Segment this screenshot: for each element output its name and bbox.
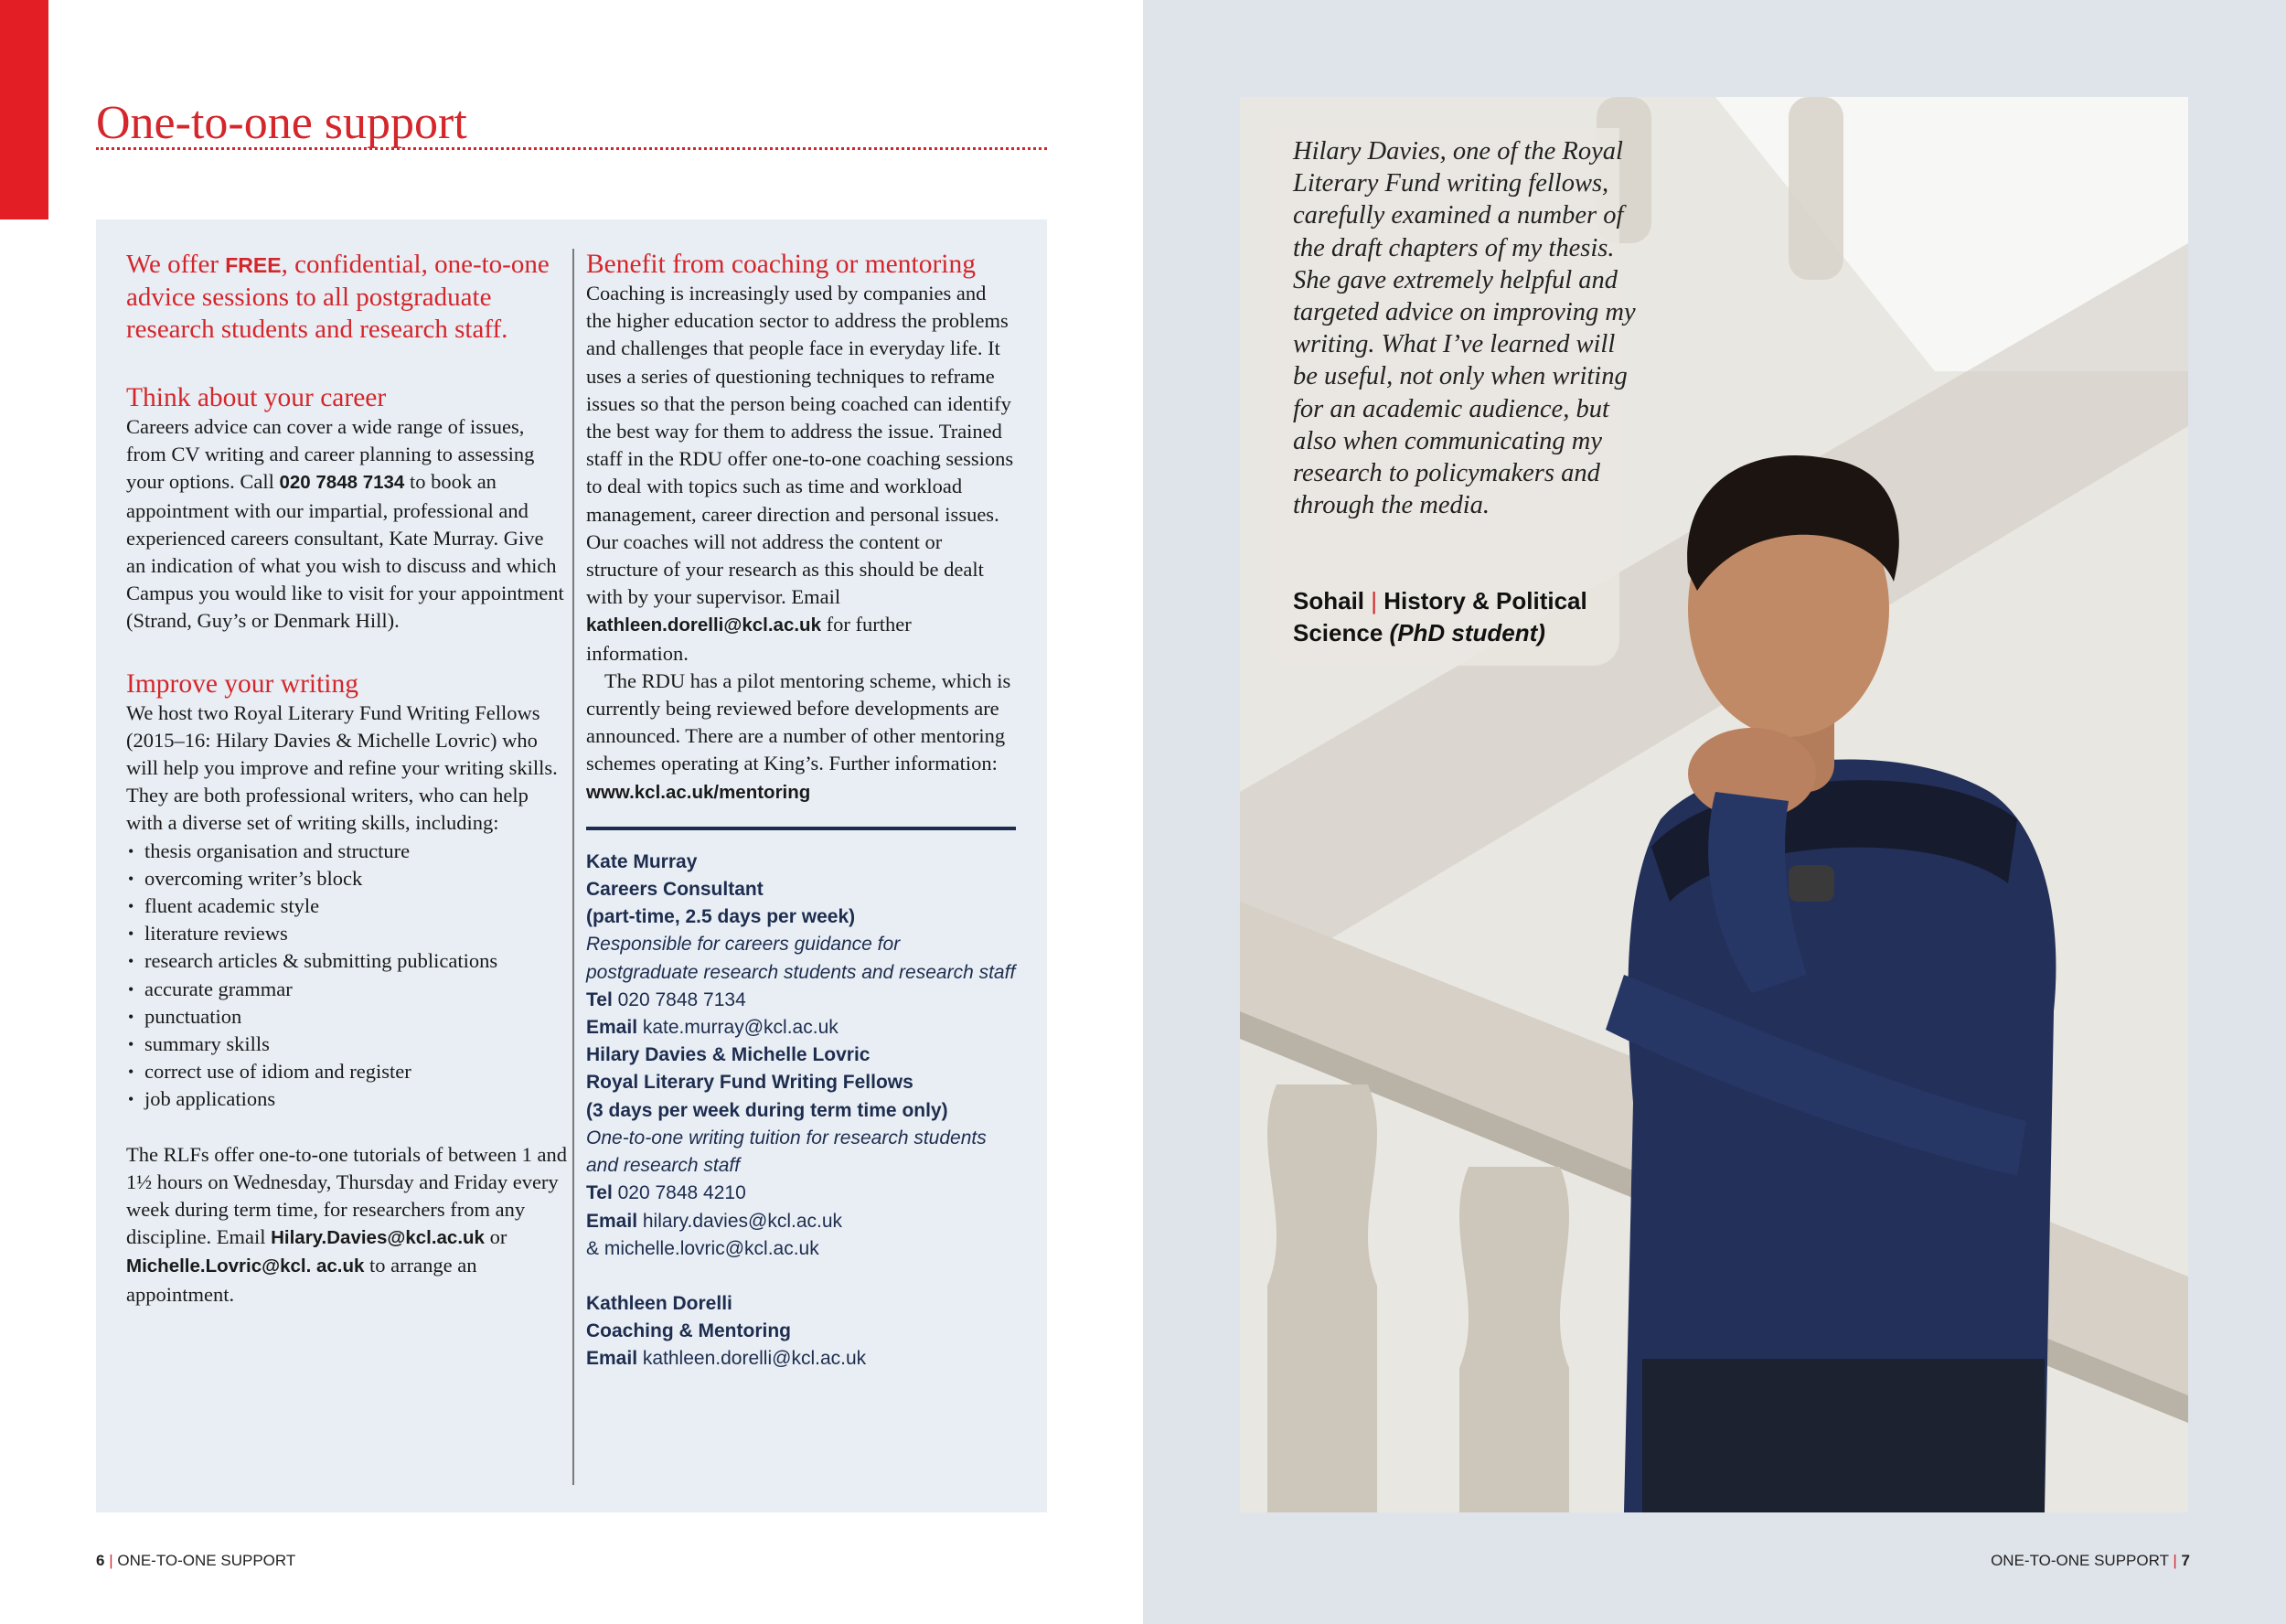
mentoring-text: The RDU has a pilot mentoring scheme, which is currently being reviewed before developments are announced. There are a number of other mentoring schemes operating at King’s. Further information: www.kcl.ac.uk/mentoring [586, 668, 1011, 803]
list-item: • overcoming writer’s block [126, 865, 567, 892]
career-heading: Think about your career [126, 383, 387, 412]
hilary-email[interactable]: hilary.davies@kcl.ac.uk [637, 1210, 843, 1232]
quote-subject: History & Political Science [1293, 587, 1587, 646]
career-text: Careers advice can cover a wide range of issues, from CV writing and career planning to assessing your options. Call 020 7848 7134 to book an appointment with our impartial, professional and experienced careers consultant, Kate Murray. Give an indication of what you wish to discuss and which Campus you would like to visit for your appointment (Strand, Guy’s or Denmark Hill). [126, 415, 564, 633]
free-emphasis: FREE [225, 253, 282, 277]
rlf-email-michelle[interactable]: Michelle.Lovric@kcl. ac.uk [126, 1255, 365, 1277]
left-column [126, 249, 567, 1309]
list-item: • research articles & submitting publications [126, 947, 567, 975]
contacts-rule [586, 827, 1016, 830]
career-phone[interactable]: 020 7848 7134 [279, 472, 405, 494]
page-title: One-to-one support [96, 97, 467, 149]
kate-email[interactable]: kate.murray@kcl.ac.uk [637, 1017, 839, 1039]
page-number-left: 6 [96, 1552, 105, 1569]
writing-heading: Improve your writing [126, 668, 358, 699]
list-item: • literature reviews [126, 920, 567, 947]
testimonial-attribution: Sohail | History & Political Science (PhD student) [1293, 587, 1587, 646]
list-item: • accurate grammar [126, 976, 567, 1003]
coaching-email[interactable]: kathleen.dorelli@kcl.ac.uk [586, 614, 821, 636]
rlf-email-hilary[interactable]: Hilary.Davies@kcl.ac.uk [271, 1227, 485, 1249]
title-dotted-rule [96, 147, 1047, 150]
page-number-right: 7 [2181, 1552, 2190, 1569]
list-item: • job applications [126, 1085, 567, 1113]
column-divider [572, 249, 574, 1485]
mentoring-link[interactable]: www.kcl.ac.uk/mentoring [586, 781, 811, 803]
list-item: • summary skills [126, 1031, 567, 1058]
footer-left: 6 | ONE-TO-ONE SUPPORT [96, 1552, 296, 1569]
hilary-tel[interactable]: 020 7848 4210 [612, 1182, 746, 1204]
coaching-text: Coaching is increasingly used by companies and the higher education sector to address the problems and challenges that people face in everyday life. It uses a series of questioning techniques to reframe issues so that the person being coached can identify the best way for them to address the issue. Trained staff in the RDU offer one-to-one coaching sessions to deal with topics such as time and workload management, career direction and personal issues. Our coaches will not address the content or structure of your research as this should be dealt with by your supervisor. Email kathleen.dorelli@kcl.ac.uk for further information. [586, 282, 1014, 665]
quote-status: (PhD student) [1389, 619, 1545, 646]
coaching-heading: Benefit from coaching or mentoring [586, 250, 976, 279]
rlf-text: The RLFs offer one-to-one tutorials of between 1 and 1½ hours on Wednesday, Thursday and Friday every week during term time, for researchers from any discipline. Email Hilary.Davies@kcl.ac.uk or Michelle.Lovric@kcl. ac.uk to arrange an appointment. [126, 1142, 567, 1306]
testimonial-quote: Hilary Davies, one of the Royal Literary Fund writing fellows, carefully examined a number of the draft chapters of my thesis. She gave extremely helpful and targeted advice on improving my writing. What I’ve learned will be useful, not only when writing for an academic audience, but also when communicating my research to policymakers and through the media. [1293, 137, 1636, 520]
writing-skills-list [126, 838, 567, 1114]
kathleen-email[interactable]: kathleen.dorelli@kcl.ac.uk [637, 1348, 867, 1370]
contact-kathleen-dorelli: Kathleen Dorelli Coaching & Mentoring Email kathleen.dorelli@kcl.ac.uk [586, 1292, 867, 1370]
writing-text: We host two Royal Literary Fund Writing Fellows (2015–16: Hilary Davies & Michelle Lovric) who will help you improve and refine your writing skills. They are both professional writers, who can help with a diverse set of writing skills, including: [126, 700, 558, 835]
list-item: • punctuation [126, 1003, 567, 1031]
list-item: • fluent academic style [126, 892, 567, 920]
michelle-email[interactable]: & michelle.lovric@kcl.ac.uk [586, 1237, 819, 1259]
contact-hilary-michelle: Hilary Davies & Michelle Lovric Royal Literary Fund Writing Fellows (3 days per week during term time only) One-to-one writing tuition for research students and research staff Tel 020 7848 4210 Email hilary.davies@kcl.ac.uk & michelle.lovric@kcl.ac.uk [586, 1042, 1016, 1263]
right-column [586, 249, 1016, 1373]
intro-lead: We offer FREE, confidential, one-to-one advice sessions to all postgraduate research students and research staff. [126, 250, 550, 344]
list-item: • thesis organisation and structure [126, 838, 567, 865]
list-item: • correct use of idiom and register [126, 1058, 567, 1085]
contact-kate-murray: Kate Murray Careers Consultant (part-time, 2.5 days per week) Responsible for careers guidance for postgraduate research students and research staff Tel 020 7848 7134 Email kate.murray@kcl.ac.uk [586, 850, 1016, 1039]
quote-name: Sohail [1293, 587, 1365, 614]
red-edge-tab [0, 0, 48, 219]
footer-right: ONE-TO-ONE SUPPORT | 7 [1991, 1552, 2190, 1569]
kate-tel[interactable]: 020 7848 7134 [612, 988, 746, 1010]
